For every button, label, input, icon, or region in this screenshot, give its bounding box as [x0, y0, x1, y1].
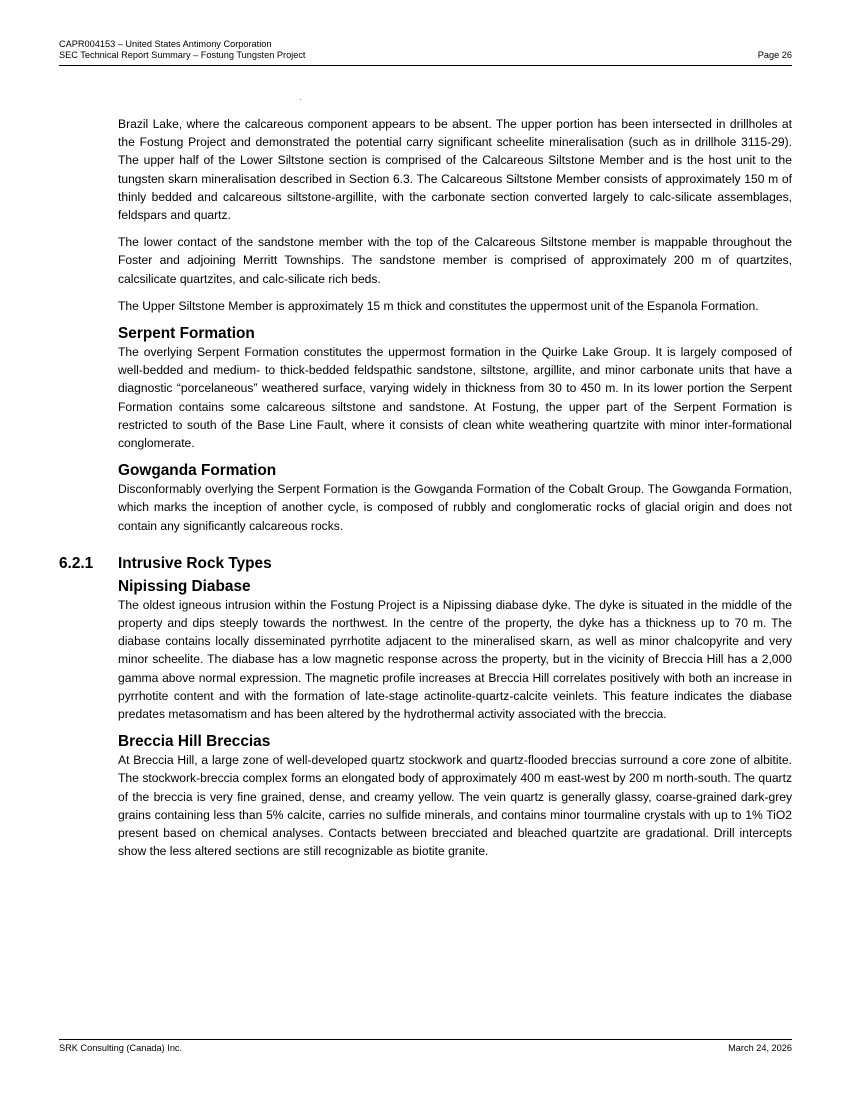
stray-mark — [300, 99, 301, 100]
section-number: 6.2.1 — [59, 554, 94, 572]
paragraph-lower-siltstone: Brazil Lake, where the calcareous component appears to be absent. The upper portion has been intersected in drillholes at the Fostung Project and demonstrated the potential carry significant scheelite mineralisation (such as in drillhole 3115-29). The upper half of the Lower Siltstone section is comprised of the Calcareous Siltstone Member and is the host unit to the tungsten skarn mineralisation described in Section 6.3. The Calcareous Siltstone Member consists of approximately 150 m of thinly bedded and calcareous siltstone-argillite, with the carbonate section converted largely to calc-silicate assemblages, feldspars and quartz. — [118, 117, 792, 223]
paragraph-serpent-formation: The overlying Serpent Formation constitutes the uppermost formation in the Quirke Lake Group. It is largely composed of well-bedded and medium- to thick-bedded feldspathic sandstone, siltstone, argillite, and minor carbonate units that have a diagnostic “porcelaneous” weathered surface, varying widely in thickness from 30 to 450 m. In its lower portion the Serpent Formation contains some calcareous siltstone and sandstone. At Fostung, the upper part of the Serpent Formation is restricted to south of the Base Line Fault, where it consists of clean white weathering quartzite with minor inter-formational conglomerate. — [118, 345, 792, 451]
footer-date: March 24, 2026 — [728, 1043, 792, 1053]
header-rule — [59, 65, 792, 66]
heading-breccia-hill-breccias: Breccia Hill Breccias — [118, 733, 271, 751]
paragraph-sandstone-member: The lower contact of the sandstone member with the top of the Calcareous Siltstone member is mappable throughout the Foster and adjoining Merritt Townships. The sandstone member is comprised of approximately 200 m of quartzites, calcsilicate quartzites, and calc-silicate rich beds. — [118, 235, 792, 286]
footer-company: SRK Consulting (Canada) Inc. — [59, 1043, 183, 1053]
heading-nipissing-diabase: Nipissing Diabase — [118, 577, 251, 595]
page-body — [59, 115, 792, 861]
header-doc-id: CAPR004153 – United States Antimony Corporation — [59, 39, 272, 49]
paragraph-nipissing-diabase: The oldest igneous intrusion within the Fostung Project is a Nipissing diabase dyke. The dyke is situated in the middle of the property and dips steeply towards the northwest. In the centre of the property, the dyke has a thickness up to 70 m. The diabase contains locally disseminated pyrrhotite adjacent to the mineralised skarn, as well as minor chalcopyrite and very minor scheelite. The diabase has a low magnetic response across the property, but in the vicinity of Breccia Hill has a 2,000 gamma above normal expression. The magnetic profile increases at Breccia Hill correlates positively with both an increase in pyrrhotite content and with the formation of late-stage actinolite-quartz-calcite veinlets. This feature indicates the diabase predates metasomatism and has been altered by the hydrothermal activity associated with the breccia. — [118, 597, 792, 722]
footer-rule — [59, 1039, 792, 1040]
page-footer — [59, 1043, 792, 1054]
heading-serpent-formation: Serpent Formation — [118, 325, 255, 343]
paragraph-upper-siltstone: The Upper Siltstone Member is approximately 15 m thick and constitutes the uppermost unit of the Espanola Formation. — [118, 298, 759, 313]
section-title: Intrusive Rock Types — [118, 554, 272, 572]
section-heading-intrusive-rock-types — [59, 554, 792, 573]
header-report-title: SEC Technical Report Summary – Fostung Tungsten Project — [59, 50, 306, 60]
heading-gowganda-formation: Gowganda Formation — [118, 462, 277, 480]
header-page-number: Page 26 — [757, 50, 792, 60]
page-header — [59, 39, 792, 61]
paragraph-breccia-hill-breccias: At Breccia Hill, a large zone of well-developed quartz stockwork and quartz-flooded breccias surround a core zone of albitite. The stockwork-breccia complex forms an elongated body of approximately 400 m east-west by 200 m north-south. The quartz of the breccia is very fine grained, dense, and creamy yellow. The vein quartz is generally glassy, coarse-grained dark-grey grains containing less than 5% calcite, carries no sulfide minerals, and contains minor tourmaline crystals with up to 1% TiO2 present based on chemical analyses. Contacts between brecciated and bleached quartzite are gradational. Drill intercepts show the less altered sections are still recognizable as biotite granite. — [118, 753, 792, 859]
paragraph-gowganda-formation: Disconformably overlying the Serpent Formation is the Gowganda Formation of the Cobalt Group. The Gowganda Formation, which marks the inception of another cycle, is composed of rubbly and conglomeratic rocks of glacial origin and does not contain any significantly calcareous rocks. — [118, 482, 792, 533]
